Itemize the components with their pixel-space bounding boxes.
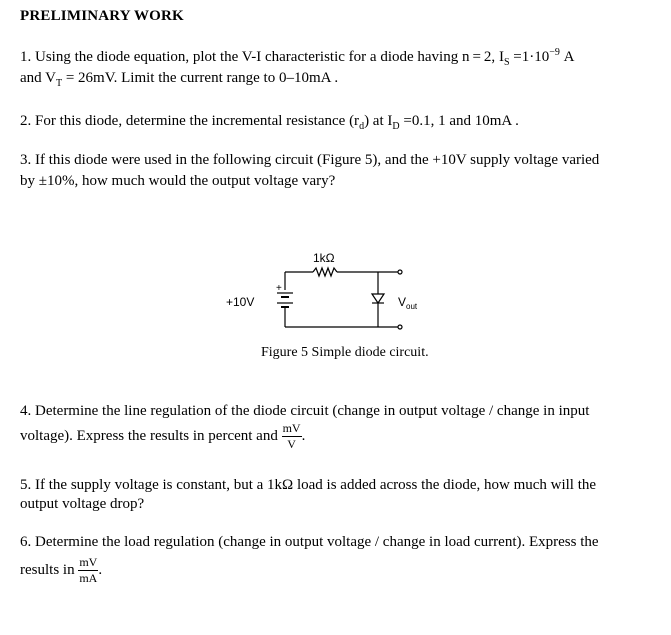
q4-fraction: $\frac{mV}{V}$ (282, 421, 301, 451)
q6-fraction: $\frac{mV}{mA}$ (79, 555, 98, 585)
question-5-line-2: output voltage drop? (20, 496, 145, 512)
supply-label: +10V (226, 295, 255, 309)
question-1-line-2: and $V_T = 26mV$. Limit the current range to 0–10mA . (20, 70, 339, 89)
question-2: 2. For this diode, determine the incremental resistance $(r_d)$ at $I_D =0.1$, 1 and 10mA . (20, 113, 519, 132)
output-terminal-top (398, 270, 402, 274)
vout-label: $V_{out}$ (398, 295, 418, 311)
question-5-line-1: 5. If the supply voltage is constant, but a 1kΩ load is added across the diode, how much will the (20, 477, 597, 493)
resistor-symbol (313, 268, 337, 276)
page-title: PRELIMINARY WORK (20, 8, 184, 24)
battery-plus-mark: + (276, 283, 282, 294)
q1-is: $I_S =1\cdot 10^{-9}$ A (498, 47, 575, 68)
output-terminal-bottom (398, 325, 402, 329)
question-4-line-1: 4. Determine the line regulation of the diode circuit (change in output voltage / change in input (20, 403, 590, 419)
q1-text: 1. Using the diode equation, plot the V-I characteristic for a diode having n = 2, (20, 49, 496, 65)
resistor-label: 1kΩ (313, 251, 335, 265)
question-4-line-2: voltage). Express the results in percent and $\frac{mV}{V}$ . (20, 421, 306, 451)
question-6-line-1: 6. Determine the load regulation (change in output voltage / change in load current). Express the (20, 534, 599, 550)
diode-symbol (372, 294, 384, 303)
figure-caption: Figure 5 Simple diode circuit. (261, 345, 429, 360)
question-6-line-2: results in $\frac{mV}{mA}$ . (20, 555, 103, 585)
question-3-line-2: by ±10%, how much would the output voltage vary? (20, 173, 336, 189)
question-3-line-1: 3. If this diode were used in the following circuit (Figure 5), and the +10V supply voltage varied (20, 152, 600, 168)
